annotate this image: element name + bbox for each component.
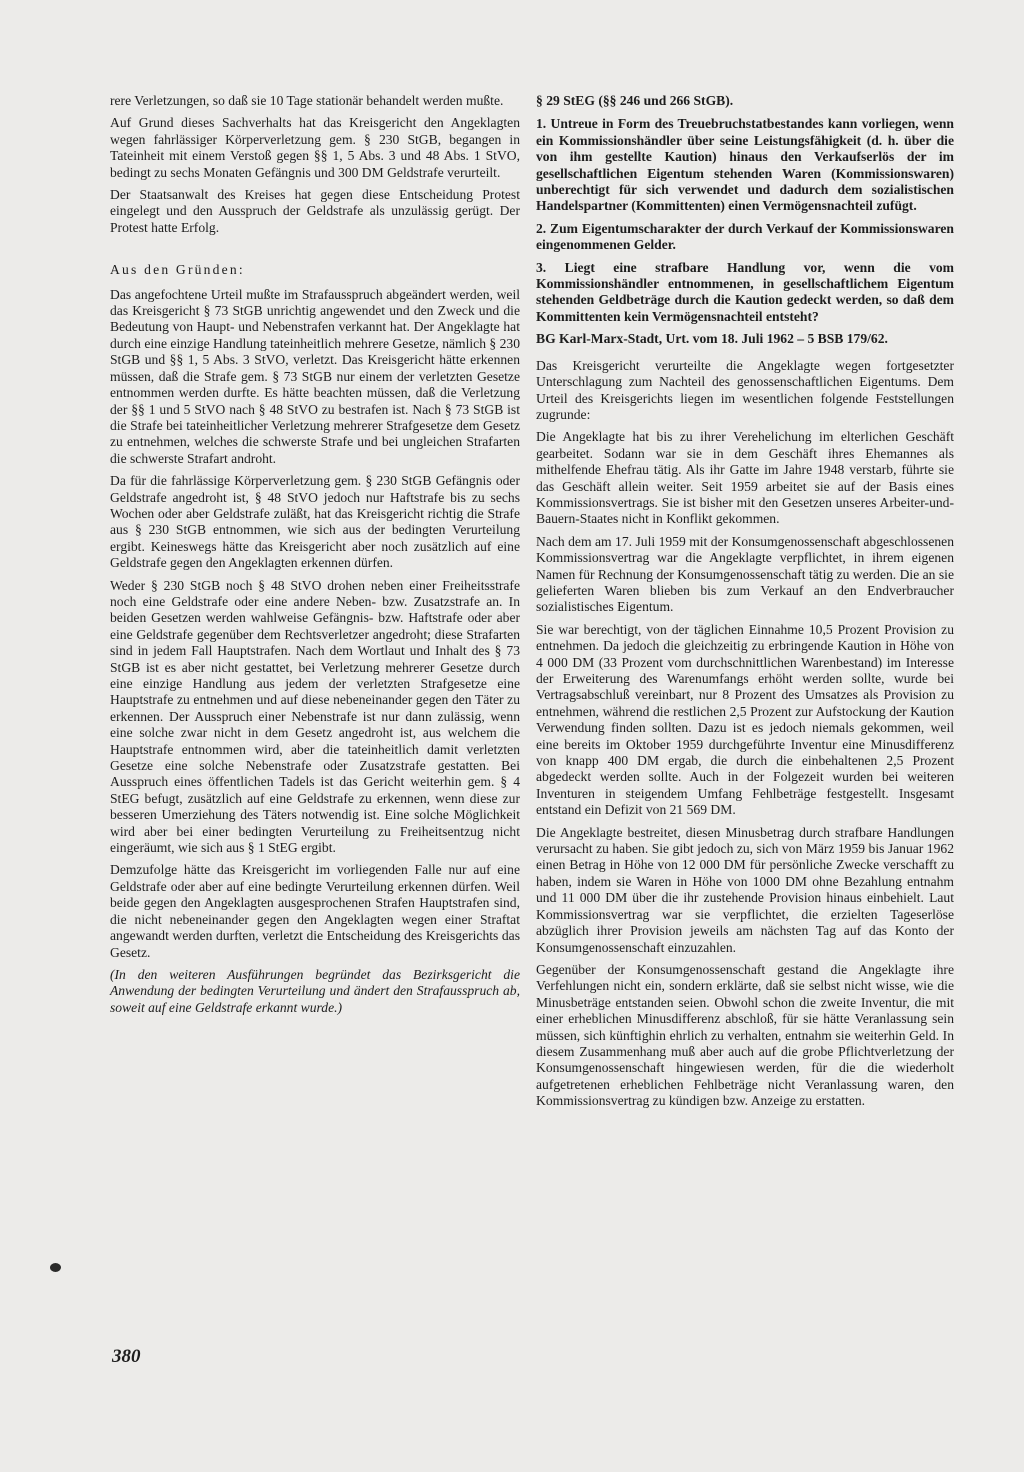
right-column xyxy=(536,93,954,1116)
paragraph: Da für die fahrlässige Körperverletzung gem. § 230 StGB Gefängnis oder Geldstrafe angedroht ist, § 48 StVO jedoch nur Haftstrafe bis zu sechs Wochen oder aber Geldstrafe zuläßt, hat das Kreisgericht richtig die Strafe aus § 230 StGB entnommen, wie sich aus der bedingten Verurteilung ergibt. Keineswegs hätte das Kreisgericht aber noch zusätzlich auf eine Geldstrafe gegen den Angeklagten erkennen dürfen. xyxy=(110,473,520,571)
paragraph: Das Kreisgericht verurteilte die Angeklagte wegen fortgesetzter Unterschlagung zum Nachteil des genossenschaftlichen Eigentums. Dem Urteil des Kreisgerichts liegen im wesentlichen folgende Feststellungen zugrunde: xyxy=(536,357,954,422)
paragraph: Das angefochtene Urteil mußte im Strafausspruch abgeändert werden, weil das Kreisgericht § 73 StGB unrichtig angewendet und den Zweck und die Bedeutung von Haupt- und Nebenstrafen verkannt hat. Der Angeklagte hat durch eine einzige Handlung tateinheitlich mehrere Gesetze, nämlich § 230 StGB und §§ 1, 5 Abs. 3 StVO, verletzt. Das Kreisgericht hätte erkennen müssen, daß die Strafe gem. § 73 StGB nur einem der verletzten Gesetze entnommen werden durfte. Es hätte beachten müssen, daß die Verletzung der §§ 1 und 5 StVO nach § 48 StVO zu bestrafen ist. Nach § 73 StGB ist die Strafe bei tateinheitlicher Verletzung mehrerer Strafgesetze dem Gesetz zu entnehmen, welches die schwerste Strafe und bei ungleichen Strafarten die schwerste Strafart androht. xyxy=(110,286,520,466)
paragraph: Gegenüber der Konsumgenossenschaft gestand die Angeklagte ihre Verfehlungen nicht ein, sondern erklärte, daß sie selbst nicht wisse, wie die Minusbeträge entstanden seien. Obwohl schon die zweite Inventur, die mit einer erheblichen Minusdifferenz abschloß, für sie hätte Veranlassung sein müssen, sich künftighin ehrlich zu verhalten, entnahm sie weiterhin Geld. In diesem Zusammenhang muß aber auch auf die grobe Pflichtverletzung der Konsumgenossenschaft hingewiesen werden, für die die wiederholt aufgetretenen erheblichen Fehlbeträge nicht Veranlassung waren, den Kommissionsvertrag zu kündigen bzw. Anzeige zu erstatten. xyxy=(536,961,954,1109)
headnote-3: 3. Liegt eine strafbare Handlung vor, wenn die vom Kommissionshändler entnommenen, in gesellschaftlichem Eigentum stehenden Geldbeträge durch die Kaution gedeckt werden, so daß dem Kommittenten kein Vermögensnachteil entsteht? xyxy=(536,259,954,324)
paragraph: Die Angeklagte bestreitet, diesen Minusbetrag durch strafbare Handlungen verursacht zu haben. Sie gibt jedoch zu, sich von März 1959 bis Januar 1962 einen Betrag in Höhe von 12 000 DM für persönliche Zwecke verschafft zu haben, indem sie Waren in Höhe von 1000 DM ohne Bezahlung entnahm und 11 000 DM über die ihr zustehende Provision hinaus einbehielt. Laut Kommissionsvertrag war sie verpflichtet, die erzielten Tageserlöse abzüglich ihrer Provision jeweils am nächsten Tag auf das Konto der Konsumgenossenschaft einzuzahlen. xyxy=(536,824,954,955)
paragraph: Auf Grund dieses Sachverhalts hat das Kreisgericht den Angeklagten wegen fahrlässiger Körperverletzung gem. § 230 StGB, begangen in Tateinheit mit einem Verstoß gegen §§ 1, 5 Abs. 3 und 48 Abs. 1 StVO, bedingt zu sechs Monaten Gefängnis und 300 DM Geldstrafe verurteilt. xyxy=(110,115,520,180)
headnote-1: 1. Untreue in Form des Treuebruchstatbestandes kann vorliegen, wenn ein Kommissionshändler über seine Leistungsfähigkeit (d. h. über die von ihm gestellte Kaution) hinaus den Verkaufserlös der im gesellschaftlichen Eigentum stehenden Waren (Kommissionswaren) unberechtigt für sich verwendet und dadurch dem sozialistischen Handelspartner (Kommittenten) einen Vermögensnachteil zufügt. xyxy=(536,116,954,214)
paragraph: Weder § 230 StGB noch § 48 StVO drohen neben einer Freiheitsstrafe noch eine Geldstrafe oder eine andere Neben- bzw. Zusatzstrafe an. In beiden Gesetzen werden wahlweise Gefängnis- bzw. Haftstrafe oder aber eine Geldstrafe gegenüber dem Rechtsverletzer angedroht; diese Strafarten sind in jedem Fall Hauptstrafen. Nach dem Wortlaut und Inhalt des § 73 StGB ist es aber nicht gestattet, bei Verletzung mehrerer Gesetze durch eine einzige Handlung aus jedem der verletzten Strafgesetze eine Hauptstrafe zu entnehmen und auf diese nebeneinander gegen den Täter zu erkennen. Der Ausspruch einer Nebenstrafe ist nur dann zulässig, wenn eine solche zwar nicht in dem Gesetz angedroht ist, aus welchem die Hauptstrafe entnommen wird, aber die tateinheitlich damit verletzten Gesetze eine solche Nebenstrafe oder Zusatzstrafe gestatten. Bei Ausspruch eines öffentlichen Tadels ist das Gericht weiterhin gem. § 4 StEG befugt, zusätzlich auf eine Geldstrafe zu erkennen, wenn diese zur besseren Umerziehung des Täters notwendig ist. Eine solche Möglichkeit wird aber bei einer bedingten Verurteilung zu Freiheitsentzug nicht eingeräumt, wie sich aus § 1 StEG ergibt. xyxy=(110,577,520,856)
paragraph: Nach dem am 17. Juli 1959 mit der Konsumgenossenschaft abgeschlossenen Kommissionsvertrag war die Angeklagte verpflichtet, in ihrem eigenen Namen für Rechnung der Konsumgenossenschaft tätig zu werden. Die an sie gelieferten Waren blieben bis zum Verkauf an den Endverbraucher sozialistisches Eigentum. xyxy=(536,533,954,615)
paragraph: Der Staatsanwalt des Kreises hat gegen diese Entscheidung Protest eingelegt und den Ausspruch der Geldstrafe als unzulässig gerügt. Der Protest hatte Erfolg. xyxy=(110,187,520,235)
statute-heading: § 29 StEG (§§ 246 und 266 StGB). xyxy=(536,93,734,108)
paragraph: Demzufolge hätte das Kreisgericht im vorliegenden Falle nur auf eine Geldstrafe oder aber auf eine bedingte Verurteilung erkennen dürfen. Weil beide gegen den Angeklagten ausgesprochenen Strafen Hauptstrafen sind, die nicht nebeneinander gegen den Angeklagten wegen einer Straftat angewandt werden durften, verletzt die Entscheidung des Kreisgerichts das Gesetz. xyxy=(110,862,520,960)
paragraph: rere Verletzungen, so daß sie 10 Tage stationär behandelt werden mußte. xyxy=(110,93,504,108)
headnote-2: 2. Zum Eigentumscharakter der durch Verkauf der Kommissionswaren eingenommenen Gelder. xyxy=(536,220,954,253)
page-number: 380 xyxy=(112,1346,141,1367)
section-heading: Aus den Gründen: xyxy=(110,262,245,278)
margin-mark xyxy=(50,1263,61,1272)
paragraph: Sie war berechtigt, von der täglichen Einnahme 10,5 Prozent Provision zu entnehmen. Da jedoch die gleichzeitig zu erbringende Kaution in Höhe von 4 000 DM (33 Prozent vom durchschnittlichen Warenbestand) im Interesse der Erweiterung des Warenumfangs erhöht werden sollte, wurde bei Vertragsabschluß vereinbart, nur 8 Prozent des Umsatzes als Provision zu entnehmen, während die restlichen 2,5 Prozent zur Aufstockung der Kaution Verwendung finden sollten. Dazu ist es jedoch niemals gekommen, weil eine bereits im Oktober 1959 durchgeführte Inventur eine Minusdifferenz von knapp 400 DM ergab, die durch die einbehaltenen 2,5 Prozent abgedeckt werden sollte. Auch in der Folgezeit wurden bei weiteren Inventuren in steigendem Umfang Fehlbeträge festgestellt. Insgesamt entstand ein Defizit von 21 569 DM. xyxy=(536,621,954,818)
left-column xyxy=(110,93,520,1022)
editorial-note: (In den weiteren Ausführungen begründet das Bezirksgericht die Anwendung der bedingten Verurteilung und ändert den Strafausspruch ab, soweit auf eine Geldstrafe erkannt wurde.) xyxy=(110,966,520,1015)
court-citation: BG Karl-Marx-Stadt, Urt. vom 18. Juli 1962 – 5 BSB 179/62. xyxy=(536,331,888,347)
paragraph: Die Angeklagte hat bis zu ihrer Verehelichung im elterlichen Geschäft gearbeitet. Sodann war sie in dem Geschäft ihres Ehemannes als mithelfende Ehefrau tätig. Als ihr Gatte im Jahre 1948 verstarb, führte sie das Geschäft allein weiter. Seit 1959 arbeitet sie auf der Basis eines Kommissionsvertrags. Sie ist bisher mit den Gesetzen unseres Arbeiter-und-Bauern-Staates nicht in Konflikt gekommen. xyxy=(536,429,954,527)
